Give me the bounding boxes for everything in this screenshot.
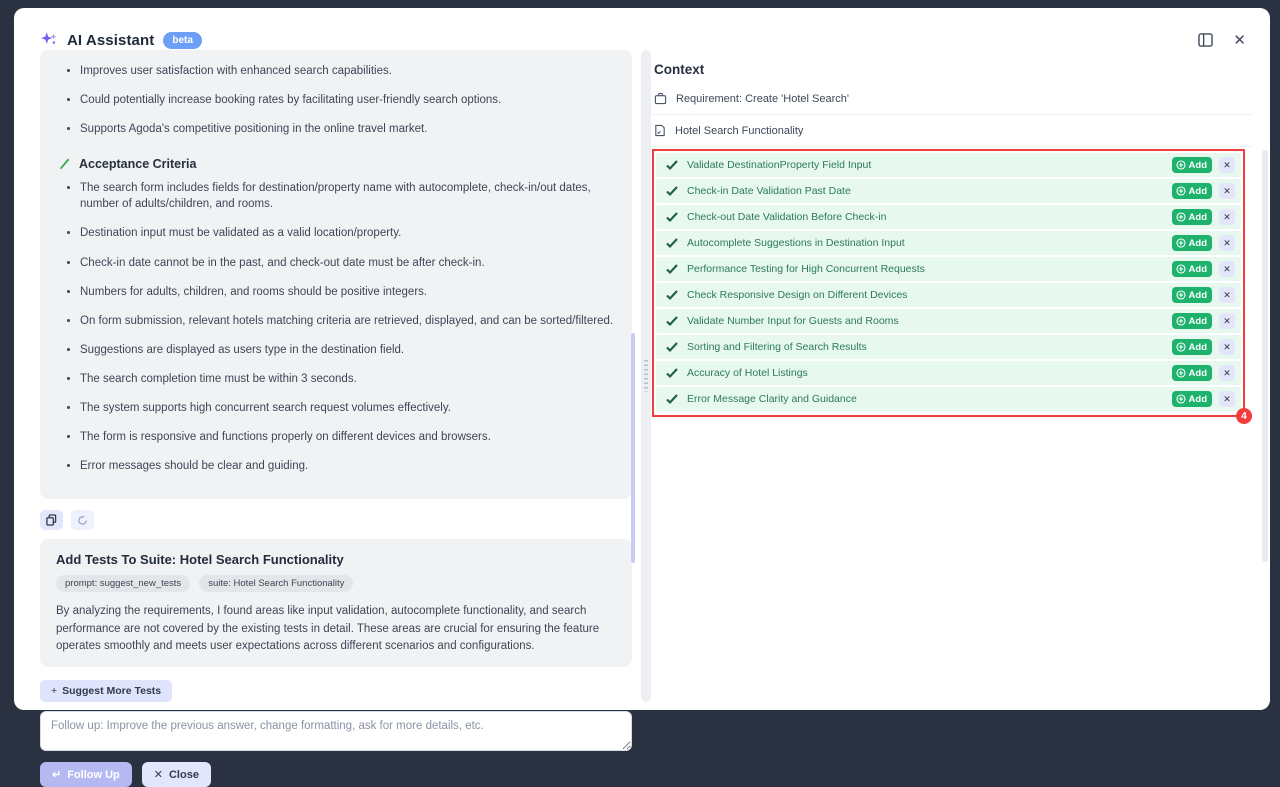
test-title: Check-in Date Validation Past Date [687, 185, 851, 197]
bullet-item: • Numbers for adults, children, and rooms should be positive integers. [80, 284, 614, 300]
context-heading: Context [654, 62, 705, 77]
check-icon [666, 238, 678, 248]
test-title: Accuracy of Hotel Listings [687, 367, 808, 379]
check-icon [666, 316, 678, 326]
result-card-body: By analyzing the requirements, I found areas like input validation, autocomplete functionality, and search performance are not covered by the existing tests in detail. These areas are crucial for ensuring the feature operates smoothly and meets user expectations across different scenarios and configurations. [56, 605, 600, 652]
suggest-more-tests-button[interactable]: + Suggest More Tests [40, 680, 172, 702]
suggested-test-row [656, 231, 1241, 255]
context-suite-label: Hotel Search Functionality [675, 124, 804, 137]
test-title: Error Message Clarity and Guidance [687, 393, 857, 405]
acceptance-criteria-heading: Acceptance Criteria [58, 157, 614, 171]
plus-circle-icon [1176, 264, 1186, 274]
panel-header [40, 28, 1246, 52]
copy-icon[interactable] [40, 510, 63, 530]
plus-circle-icon [1176, 160, 1186, 170]
bullet-item: • Error messages should be clear and guiding. [80, 458, 614, 474]
dismiss-test-button[interactable]: ✕ [1219, 391, 1235, 407]
dismiss-test-button[interactable]: ✕ [1219, 313, 1235, 329]
answer-actions [40, 510, 632, 530]
ai-answer-block [40, 50, 632, 499]
suggested-tests-highlight-box [652, 149, 1247, 422]
bullet-item: • The search completion time must be within 3 seconds. [80, 371, 614, 387]
bullet-item: • The search form includes fields for destination/property name with autocomplete, check-in/out dates, number of adults/children, and rooms. [80, 180, 614, 212]
ai-assistant-panel [14, 8, 1270, 782]
suggested-test-row [656, 387, 1241, 411]
return-key-icon: ↵ [52, 769, 62, 782]
plus-circle-icon [1176, 186, 1186, 196]
suggested-test-row [656, 335, 1241, 359]
add-test-button[interactable]: Add [1172, 261, 1212, 277]
suggested-test-row [656, 153, 1241, 177]
plus-circle-icon [1176, 394, 1186, 404]
regenerate-icon[interactable] [71, 510, 94, 530]
close-panel-icon[interactable]: ✕ [1233, 31, 1246, 49]
pencil-icon [58, 158, 71, 171]
check-icon [666, 290, 678, 300]
test-title: Sorting and Filtering of Search Results [687, 341, 867, 353]
suite-tag: suite: Hotel Search Functionality [199, 575, 353, 592]
plus-circle-icon [1176, 238, 1186, 248]
check-icon [666, 342, 678, 352]
test-title: Validate DestinationProperty Field Input [687, 159, 872, 171]
chat-pane [40, 50, 632, 782]
suggested-test-row [656, 283, 1241, 307]
dismiss-test-button[interactable]: ✕ [1219, 287, 1235, 303]
context-suite-item[interactable] [652, 115, 1252, 147]
test-title: Validate Number Input for Guests and Rooms [687, 315, 899, 327]
context-requirement-item[interactable] [652, 83, 1252, 115]
panel-title: AI Assistant [67, 31, 155, 49]
prompt-tag: prompt: suggest_new_tests [56, 575, 190, 592]
suggested-test-row [656, 205, 1241, 229]
chat-actions [40, 762, 632, 787]
result-card-tags [56, 575, 616, 592]
acceptance-criteria-list [48, 180, 614, 474]
bullet-item: • Check-in date cannot be in the past, and check-out date must be after check-in. [80, 255, 614, 271]
plus-circle-icon [1176, 368, 1186, 378]
check-icon [666, 160, 678, 170]
bullet-item: • Could potentially increase booking rates by facilitating user-friendly search options. [80, 92, 614, 108]
sparkle-icon [40, 31, 58, 49]
add-test-button[interactable]: Add [1172, 313, 1212, 329]
check-icon [666, 394, 678, 404]
context-requirement-label: Requirement: Create 'Hotel Search' [676, 92, 849, 105]
plus-circle-icon [1176, 212, 1186, 222]
bullet-item: • The form is responsive and functions properly on different devices and browsers. [80, 429, 614, 445]
dismiss-test-button[interactable]: ✕ [1219, 235, 1235, 251]
check-icon [666, 368, 678, 378]
add-test-button[interactable]: Add [1172, 209, 1212, 225]
beta-badge: beta [163, 32, 202, 49]
add-test-button[interactable]: Add [1172, 287, 1212, 303]
add-test-button[interactable]: Add [1172, 339, 1212, 355]
bullet-item: • Destination input must be validated as a valid location/property. [80, 225, 614, 241]
dismiss-test-button[interactable]: ✕ [1219, 261, 1235, 277]
add-test-button[interactable]: Add [1172, 365, 1212, 381]
context-pane [652, 50, 1252, 702]
close-icon: ✕ [153, 769, 163, 782]
add-test-button[interactable]: Add [1172, 235, 1212, 251]
bullet-item: • The system supports high concurrent search request volumes effectively. [80, 400, 614, 416]
dismiss-test-button[interactable]: ✕ [1219, 209, 1235, 225]
test-title: Autocomplete Suggestions in Destination Input [687, 237, 905, 249]
briefcase-icon [654, 92, 667, 105]
bullet-item: • Suggestions are displayed as users type in the destination field. [80, 342, 614, 358]
dismiss-test-button[interactable]: ✕ [1219, 183, 1235, 199]
plus-circle-icon [1176, 290, 1186, 300]
suggested-test-row [656, 309, 1241, 333]
chat-scrollbar[interactable] [631, 333, 635, 563]
pane-divider [641, 50, 651, 702]
result-card-title: Add Tests To Suite: Hotel Search Functionality [56, 552, 344, 568]
followup-input[interactable] [40, 711, 632, 751]
close-button[interactable]: ✕ Close [142, 762, 211, 787]
side-panel-layout-icon[interactable] [1198, 33, 1213, 47]
add-test-button[interactable]: Add [1172, 183, 1212, 199]
plus-circle-icon [1176, 316, 1186, 326]
add-test-button[interactable]: Add [1172, 157, 1212, 173]
annotation-count-badge: 4 [1236, 408, 1252, 424]
bullet-item: • On form submission, relevant hotels matching criteria are retrieved, displayed, and can be sorted/filtered. [80, 313, 614, 329]
dismiss-test-button[interactable]: ✕ [1219, 339, 1235, 355]
suggested-test-row [656, 179, 1241, 203]
suggested-test-row [656, 257, 1241, 281]
add-test-button[interactable]: Add [1172, 391, 1212, 407]
dismiss-test-button[interactable]: ✕ [1219, 365, 1235, 381]
document-icon [654, 124, 666, 137]
pane-resize-handle[interactable] [644, 360, 648, 392]
context-scrollbar[interactable] [1262, 150, 1268, 562]
test-title: Check-out Date Validation Before Check-in [687, 211, 887, 223]
check-icon [666, 186, 678, 196]
plus-circle-icon [1176, 342, 1186, 352]
dismiss-test-button[interactable]: ✕ [1219, 157, 1235, 173]
test-title: Check Responsive Design on Different Devices [687, 289, 908, 301]
plus-icon: + [51, 685, 58, 698]
follow-up-button[interactable]: ↵ Follow Up [40, 762, 132, 787]
bullet-item: • Supports Agoda's competitive positioning in the online travel market. [80, 121, 614, 137]
test-title: Performance Testing for High Concurrent Requests [687, 263, 925, 275]
bullet-item: • Improves user satisfaction with enhanced search capabilities. [80, 63, 614, 79]
check-icon [666, 264, 678, 274]
benefits-list [48, 63, 614, 137]
check-icon [666, 212, 678, 222]
result-card [40, 539, 632, 667]
suggested-test-row [656, 361, 1241, 385]
